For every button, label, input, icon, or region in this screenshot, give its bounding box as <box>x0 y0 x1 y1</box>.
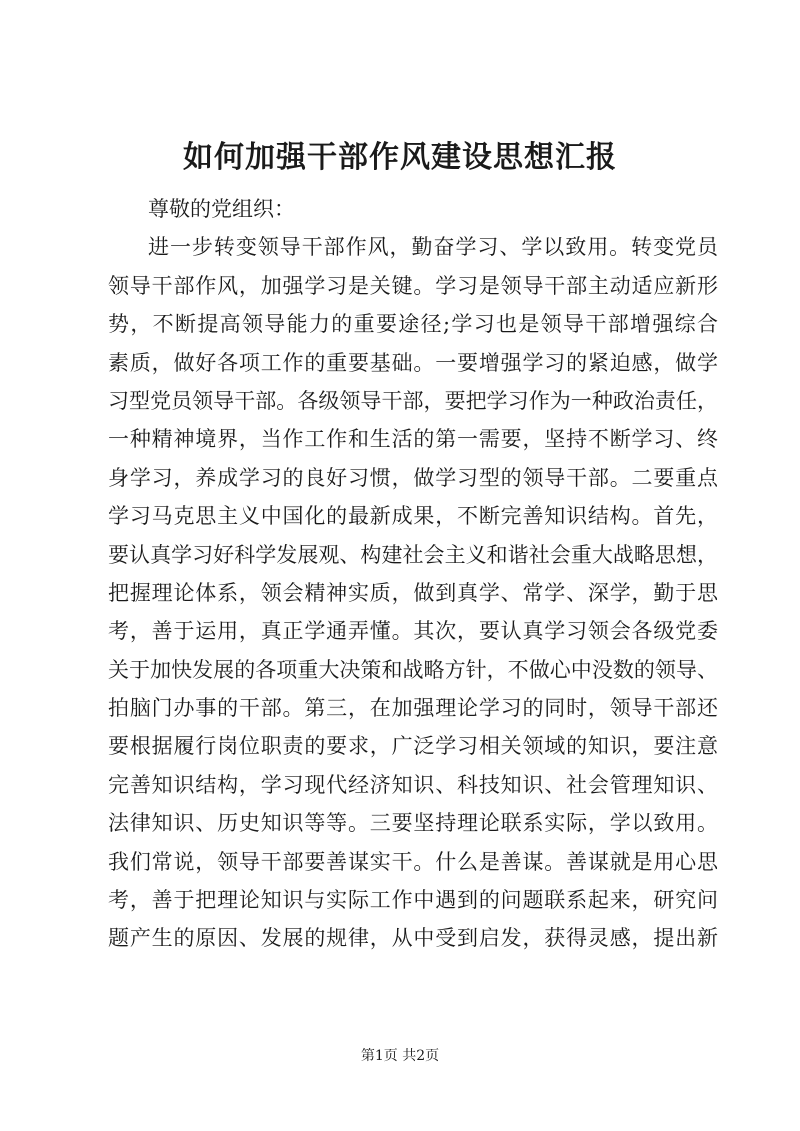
body-line: 关于加快发展的各项重大决策和战略方针，不做心中没数的领导、 <box>108 657 718 682</box>
page-footer: 第1页 共2页 <box>360 1048 440 1064</box>
body-line: 领导干部作风，加强学习是关键。学习是领导干部主动适应新形 <box>108 273 718 298</box>
body-line: 进一步转变领导干部作风，勤奋学习、学以致用。转变党员 <box>148 235 718 260</box>
body-line: 身学习，养成学习的良好习惯，做学习型的领导干部。二要重点 <box>108 465 718 490</box>
body-line: 素质，做好各项工作的重要基础。一要增强学习的紧迫感，做学 <box>108 350 718 375</box>
body-line: 完善知识结构，学习现代经济知识、科技知识、社会管理知识、 <box>108 772 718 797</box>
body-line: 要根据履行岗位职责的要求，广泛学习相关领域的知识，要注意 <box>108 734 718 759</box>
document-title: 如何加强干部作风建设思想汇报 <box>183 140 617 175</box>
body-line: 我们常说，领导干部要善谋实干。什么是善谋。善谋就是用心思 <box>108 849 718 874</box>
body-line: 拍脑门办事的干部。第三，在加强理论学习的同时，领导干部还 <box>108 696 718 721</box>
body-line: 题产生的原因、发展的规律，从中受到启发，获得灵感，提出新 <box>108 926 718 951</box>
body-line: 法律知识、历史知识等等。三要坚持理论联系实际，学以致用。 <box>108 811 718 836</box>
body-line: 把握理论体系，领会精神实质，做到真学、常学、深学，勤于思 <box>108 580 718 605</box>
salutation: 尊敬的党组织： <box>148 197 295 221</box>
body-line: 学习马克思主义中国化的最新成果，不断完善知识结构。首先， <box>108 504 718 529</box>
body-line: 要认真学习好科学发展观、构建社会主义和谐社会重大战略思想， <box>108 542 718 567</box>
document-body <box>108 190 718 958</box>
body-line: 考，善于运用，真正学通弄懂。其次，要认真学习领会各级党委 <box>108 619 718 644</box>
body-line: 一种精神境界，当作工作和生活的第一需要，坚持不断学习、终 <box>108 427 718 452</box>
body-line: 考，善于把理论知识与实际工作中遇到的问题联系起来，研究问 <box>108 888 718 913</box>
body-line: 势，不断提高领导能力的重要途径;学习也是领导干部增强综合 <box>108 312 718 337</box>
body-line: 习型党员领导干部。各级领导干部，要把学习作为一种政治责任， <box>108 388 718 413</box>
